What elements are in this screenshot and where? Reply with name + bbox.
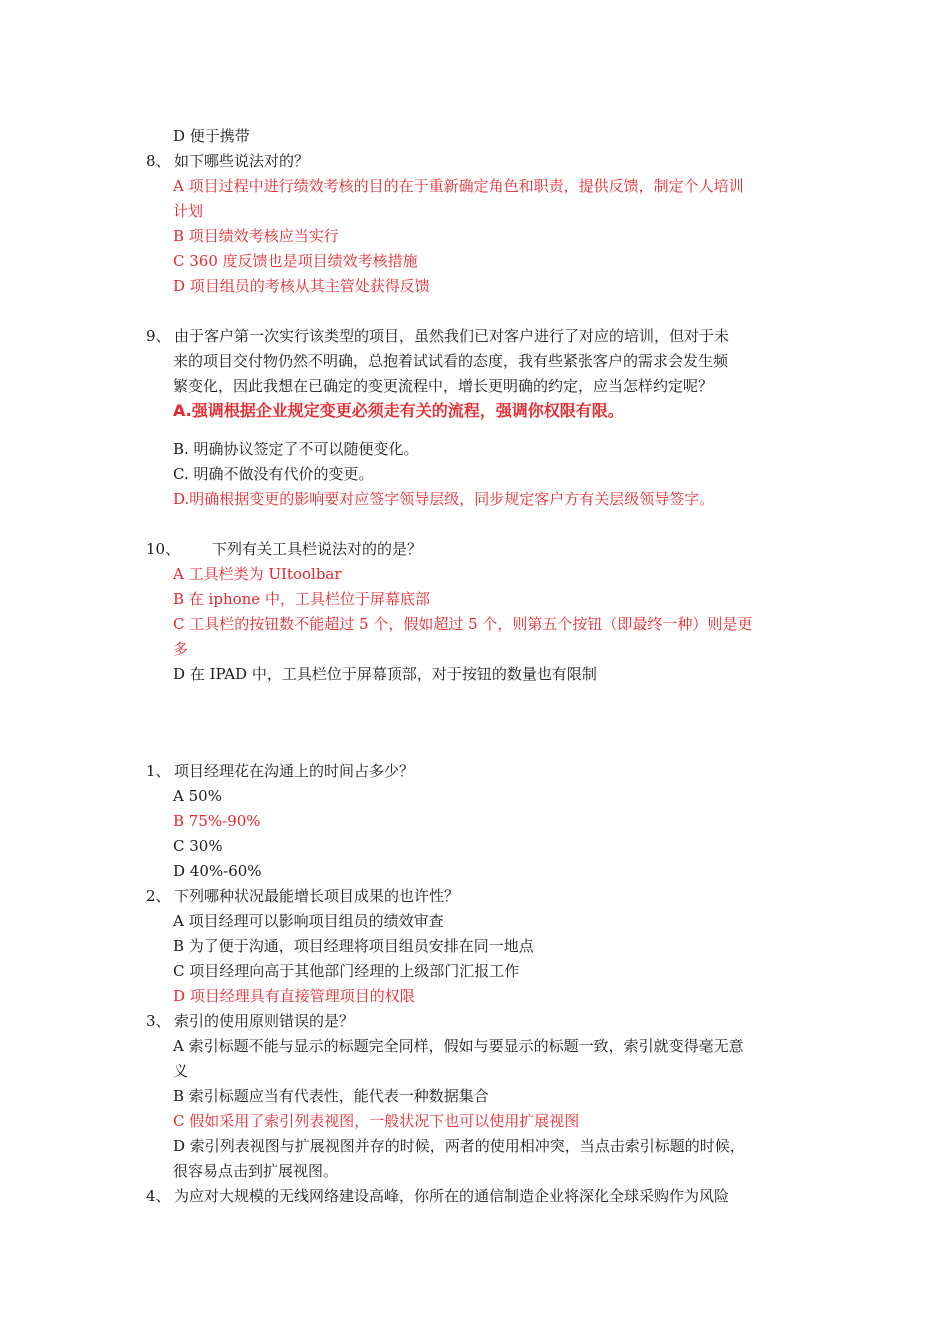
- q9-option-c: C. 明确不做没有代价的变更。: [173, 465, 374, 483]
- s2q3-option-a-line1: A 索引标题不能与显示的标题完全同样，假如与要显示的标题一致，索引就变得毫无意: [173, 1037, 744, 1055]
- s2q3-question: [146, 1011, 354, 1031]
- q9-question-line2: 来的项目交付物仍然不明确，总抱着试试看的态度，我有些紧张客户的需求会发生频: [173, 352, 729, 370]
- s2q1-option-d: D 40%-60%: [173, 862, 262, 880]
- q10-question: [146, 539, 422, 559]
- s2q2-option-d: D 项目经理具有直接管理项目的权限: [173, 987, 415, 1005]
- s2q1-option-c: C 30%: [173, 837, 223, 855]
- s2q3-text: 索引的使用原则错误的是？: [174, 1012, 355, 1030]
- q8-question: [146, 151, 309, 171]
- q8-option-a-line1: A 项目过程中进行绩效考核的目的在于重新确定角色和职责，提供反馈，制定个人培训: [173, 177, 744, 195]
- q8-option-d: D 项目组员的考核从其主管处获得反馈: [173, 277, 430, 295]
- s2q3-number: 3、: [146, 1012, 171, 1030]
- s2q3-option-a-line2: 义: [173, 1062, 189, 1080]
- q10-option-d: D 在 IPAD 中，工具栏位于屏幕顶部，对于按钮的数量也有限制: [173, 665, 597, 683]
- q8-number: 8、: [146, 152, 171, 170]
- q10-option-c-line2: 多: [173, 640, 189, 658]
- s2q1-number: 1、: [146, 762, 171, 780]
- s2q4-question: [146, 1186, 729, 1206]
- q8-option-a-line2: 计划: [173, 202, 204, 220]
- q9-number: 9、: [146, 327, 171, 345]
- s2q1-option-a: A 50%: [173, 787, 222, 805]
- q10-text: 下列有关工具栏说法对的的是？: [212, 540, 423, 558]
- q8-text: 如下哪些说法对的？: [174, 152, 310, 170]
- s2q4-text: 为应对大规模的无线网络建设高峰，你所在的通信制造企业将深化全球采购作为风险: [174, 1187, 730, 1205]
- s2q2-option-a: A 项目经理可以影响项目组员的绩效审查: [173, 912, 444, 930]
- s2q2-text: 下列哪种状况最能增长项目成果的也许性？: [174, 887, 460, 905]
- q9-option-d: D.明确根据变更的影响要对应签字领导层级，同步规定客户方有关层级领导签字。: [173, 490, 715, 508]
- q9-option-a: A.强调根据企业规定变更必须走有关的流程，强调你权限有限。: [173, 401, 624, 420]
- s2q3-option-d-line1: D 索引列表视图与扩展视图并存的时候，两者的使用相冲突，当点击索引标题的时候，: [173, 1137, 745, 1155]
- q10-number: 10、: [146, 540, 181, 558]
- s2q3-option-d-line2: 很容易点击到扩展视图。: [173, 1162, 339, 1180]
- q9-option-b: B. 明确协议签定了不可以随便变化。: [173, 440, 419, 458]
- s2q1-option-b: B 75%-90%: [173, 812, 261, 830]
- s2q2-option-c: C 项目经理向高于其他部门经理的上级部门汇报工作: [173, 962, 520, 980]
- q9-question-line1: [146, 326, 729, 346]
- s2q1-text: 项目经理花在沟通上的时间占多少？: [174, 762, 415, 780]
- q10-option-c-line1: C 工具栏的按钮数不能超过 5 个，假如超过 5 个，则第五个按钮（即最终一种）则是更: [173, 615, 753, 633]
- s2q1-question: [146, 761, 414, 781]
- q8-option-c: C 360 度反馈也是项目绩效考核措施: [173, 252, 418, 270]
- s2q2-option-b: B 为了便于沟通，项目经理将项目组员安排在同一地点: [173, 937, 534, 955]
- q7-option-d: D 便于携带: [173, 127, 250, 145]
- s2q2-number: 2、: [146, 887, 171, 905]
- s2q2-question: [146, 886, 459, 906]
- q9-question-line3: 繁变化，因此我想在已确定的变更流程中，增长更明确的约定，应当怎样约定呢？: [173, 377, 714, 395]
- s2q3-option-b: B 索引标题应当有代表性，能代表一种数据集合: [173, 1087, 489, 1105]
- q9-text-line1: 由于客户第一次实行该类型的项目，虽然我们已对客户进行了对应的培训，但对于未: [174, 327, 730, 345]
- q10-option-b: B 在 iphone 中，工具栏位于屏幕底部: [173, 590, 430, 608]
- q10-option-a: A 工具栏类为 UItoolbar: [173, 565, 342, 583]
- q8-option-b: B 项目绩效考核应当实行: [173, 227, 339, 245]
- s2q3-option-c: C 假如采用了索引列表视图，一般状况下也可以使用扩展视图: [173, 1112, 580, 1130]
- s2q4-number: 4、: [146, 1187, 171, 1205]
